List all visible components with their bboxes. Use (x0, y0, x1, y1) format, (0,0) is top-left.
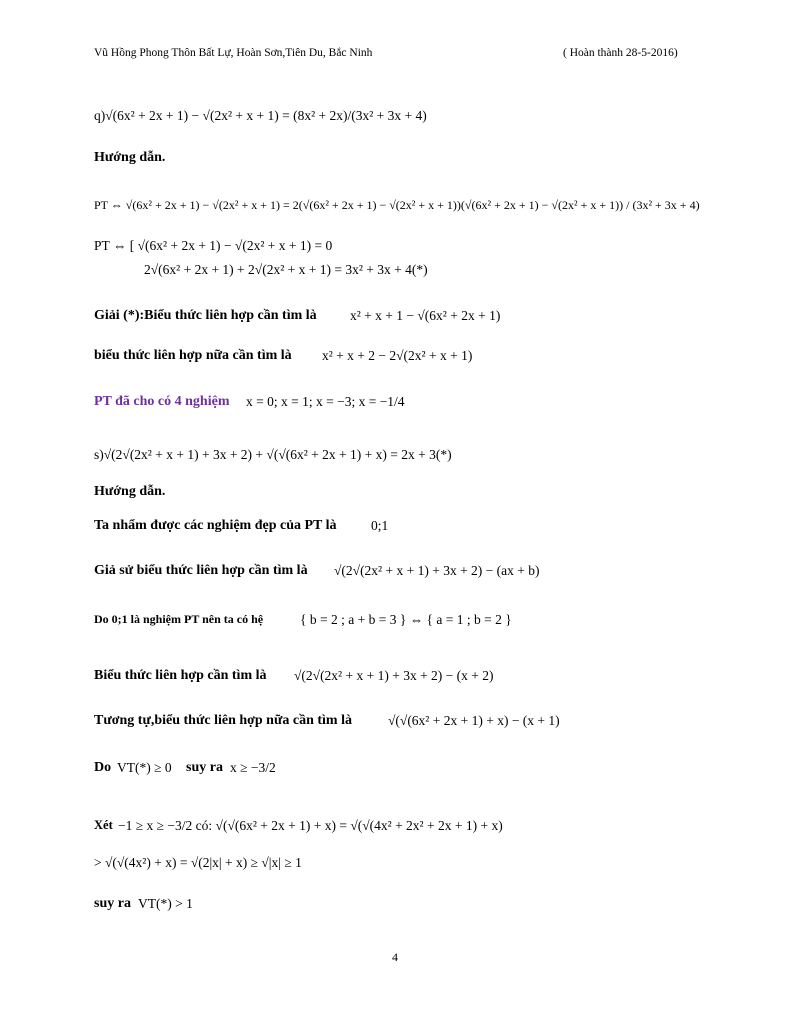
do-2-b: VT(*) ≥ 0 (117, 760, 172, 775)
gia-su-expr: √(2√(2x² + x + 1) + 3x + 2) − (ax + b) (334, 563, 540, 578)
tuong-tu-label: Tương tự,biểu thức liên hợp nữa cần tìm là (94, 713, 352, 728)
equation-pt-1: PT ⇔ √(6x² + 2x + 1) − √(2x² + x + 1) = 2(√(6x² + 2x + 1) − √(2x² + x + 1))(√(6x² + 2x + 1) − √(2x² + x + 1)) / (3x² + 3x + 4) (94, 198, 700, 212)
equation-pt-2a: PT ⇔ [ √(6x² + 2x + 1) − √(2x² + x + 1) = 0 (94, 238, 333, 253)
equation-s: s)√(2√(2x² + x + 1) + 3x + 2) + √(√(6x² + 2x + 1) + x) = 2x + 3(*) (94, 447, 452, 462)
bieu-thuc-2-label: Biểu thức liên hợp cần tìm là (94, 668, 267, 683)
gia-su-label: Giả sử biểu thức liên hợp cần tìm là (94, 563, 308, 578)
bieu-thuc-2-expr: √(2√(2x² + x + 1) + 3x + 2) − (x + 2) (294, 668, 494, 683)
nham-label: Ta nhẩm được các nghiệm đẹp của PT là (94, 518, 337, 533)
heading-huong-dan-1: Hướng dẫn. (94, 150, 166, 165)
do-label: Do 0;1 là nghiệm PT nên ta có hệ (94, 612, 264, 626)
do-2-c: suy ra (186, 760, 223, 775)
do-2-d: x ≥ −3/2 (230, 760, 276, 775)
do-2-a: Do (94, 760, 112, 775)
xet-expr: −1 ≥ x ≥ −3/2 có: √(√(6x² + 2x + 1) + x) = √(√(4x² + 2x² + 2x + 1) + x) (118, 818, 503, 833)
giai-label: Giải (*):Biểu thức liên hợp cần tìm là (94, 308, 317, 323)
tuong-tu-expr: √(√(6x² + 2x + 1) + x) − (x + 1) (388, 713, 560, 728)
bieu-thuc-1-expr: x² + x + 2 − 2√(2x² + x + 1) (322, 348, 473, 363)
do-system: { b = 2 ; a + b = 3 } ⇔ { a = 1 ; b = 2 } (300, 612, 512, 627)
greater-expr: > √(√(4x²) + x) = √(2|x| + x) ≥ √|x| ≥ 1 (94, 855, 302, 870)
header-left: Vũ Hồng Phong Thôn Bất Lự, Hoàn Sơn,Tiên Du, Bắc Ninh (94, 47, 373, 59)
suy-ra-expr: VT(*) > 1 (138, 896, 193, 911)
giai-expr: x² + x + 1 − √(6x² + 2x + 1) (350, 308, 501, 323)
page-number: 4 (392, 950, 398, 964)
nham-expr: 0;1 (371, 518, 389, 533)
nghiem-expr: x = 0; x = 1; x = −3; x = −1/4 (246, 394, 405, 409)
xet-label: Xét (94, 818, 113, 832)
suy-ra-label: suy ra (94, 896, 131, 911)
heading-huong-dan-2: Hướng dẫn. (94, 484, 166, 499)
header-right: ( Hoàn thành 28-5-2016) (563, 47, 678, 59)
bieu-thuc-1-label: biểu thức liên hợp nữa cần tìm là (94, 348, 292, 363)
equation-pt-2b: 2√(6x² + 2x + 1) + 2√(2x² + x + 1) = 3x² + 3x + 4(*) (144, 262, 428, 277)
nghiem-label: PT đã cho có 4 nghiệm (94, 394, 230, 409)
equation-q: q)√(6x² + 2x + 1) − √(2x² + x + 1) = (8x² + 2x)/(3x² + 3x + 4) (94, 108, 427, 123)
